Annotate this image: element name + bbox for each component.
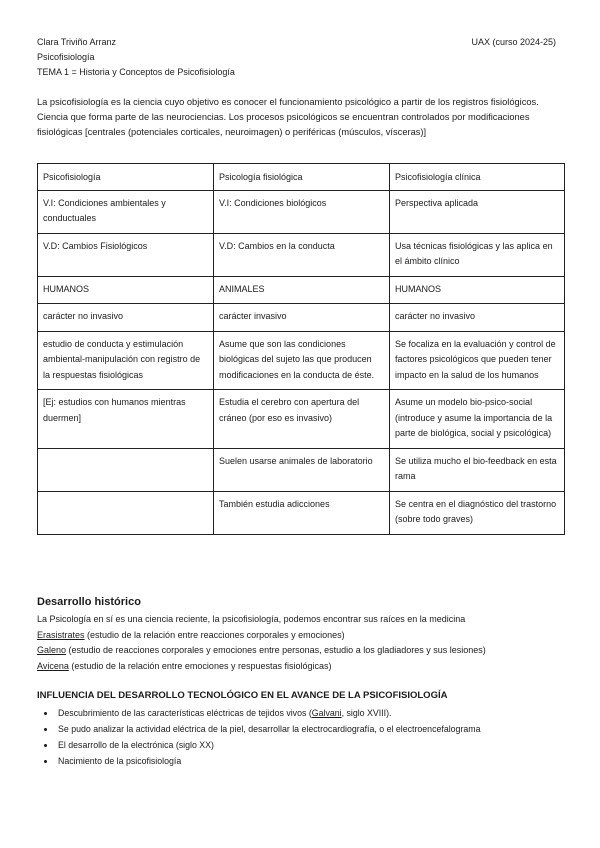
table-cell: Se focaliza en la evaluación y control de factores psicológicos que pueden tener impacto en la salud de los humanos (390, 331, 565, 390)
table-row (38, 390, 565, 449)
table-cell: Perspectiva aplicada (390, 190, 565, 233)
table-cell: Usa técnicas fisiológicas y las aplica en el ámbito clínico (390, 233, 565, 276)
table-cell: V.I: Condiciones ambientales y conductuales (38, 190, 214, 233)
table-cell: V.D: Cambios Fisiológicos (38, 233, 214, 276)
table-row (38, 331, 565, 390)
history-section-title: Desarrollo histórico (37, 596, 141, 608)
figure-name: Erasistrates (37, 629, 85, 640)
table-row (38, 233, 565, 276)
figure-description: (estudio de la relación entre reacciones corporales y emociones) (84, 629, 345, 640)
table-row (38, 448, 565, 491)
history-intro: La Psicología en sí es una ciencia reciente, la psicofisiología, podemos encontrar sus raíces en la medicina (37, 614, 466, 624)
list-item: • Nacimiento de la psicofisiología (56, 753, 596, 769)
table-cell: Suelen usarse animales de laboratorio (214, 448, 390, 491)
figure-description: (estudio de reacciones corporales y emociones entre personas, estudio a los gladiadores y sus lesiones) (66, 645, 486, 655)
table-cell (38, 448, 214, 491)
table-cell: HUMANOS (390, 276, 565, 304)
history-figure-avicena (37, 659, 577, 675)
list-item: • Descubrimiento de las características eléctricas de tejidos vivos (Galvani, siglo XVIII). (56, 705, 596, 721)
subject-name: Psicofisiología (37, 52, 95, 62)
history-figure-erasistrates (37, 628, 577, 644)
table-cell: Asume que son las condiciones biológicas del sujeto las que producen modificaciones en la conducta de éste. (214, 331, 390, 390)
figure-name: Avicena (37, 660, 69, 671)
table-cell: [Ej: estudios con humanos mientras duermen] (38, 390, 214, 449)
table-cell (38, 491, 214, 534)
table-cell: carácter no invasivo (390, 304, 565, 332)
table-cell: carácter invasivo (214, 304, 390, 332)
institution-label: UAX (curso 2024-25) (471, 37, 556, 47)
table-cell: V.I: Condiciones biológicos (214, 190, 390, 233)
table-row (38, 276, 565, 304)
topic-title: TEMA 1 = Historia y Conceptos de Psicofisiología (37, 67, 235, 77)
table-header-cell: Psicología fisiológica (214, 164, 390, 191)
influence-list (37, 705, 596, 769)
table-cell: V.D: Cambios en la conducta (214, 233, 390, 276)
galvani-name: Galvani (311, 708, 342, 718)
table-cell: carácter no invasivo (38, 304, 214, 332)
author-name: Clara Triviño Arranz (37, 37, 117, 47)
list-item: • El desarrollo de la electrónica (siglo XX) (56, 737, 596, 753)
history-figure-galeno (37, 643, 577, 659)
list-item: • Se pudo analizar la actividad eléctrica de la piel, desarrollar la electrocardiografía, o el electroencefalograma (56, 721, 596, 737)
table-cell: estudio de conducta y estimulación ambiental-manipulación con registro de la respuestas fisiológicas (38, 331, 214, 390)
table-row (38, 190, 565, 233)
table-cell: Asume un modelo bio-psico-social (introduce y asume la importancia de la parte de biológica, social y psicológica) (390, 390, 565, 449)
table-cell: Se utiliza mucho el bio-feedback en esta rama (390, 448, 565, 491)
table-cell: También estudia adicciones (214, 491, 390, 534)
table-row (38, 491, 565, 534)
table-header-row (38, 164, 565, 191)
figure-description: (estudio de la relación entre emociones y respuestas fisiológicas) (68, 660, 332, 671)
influence-section-title: INFLUENCIA DEL DESARROLLO TECNOLÓGICO EN EL AVANCE DE LA PSICOFISIOLOGÍA (37, 690, 448, 701)
intro-paragraph: La psicofisiología es la ciencia cuyo objetivo es conocer el funcionamiento psicológico a partir de los registros fisiológicos. Ciencia que forma parte de las neurociencias. Los procesos psicológicos se encuentran controlados por modificaciones fisiológicas [centrales (potenciales corticales, neuroimagen) o periféricas (músculos, vísceras)] (37, 97, 539, 137)
comparison-table (37, 163, 565, 535)
table-cell: Estudia el cerebro con apertura del cráneo (por eso es invasivo) (214, 390, 390, 449)
table-header-cell: Psicofisiología (38, 164, 214, 191)
history-section (37, 612, 577, 674)
figure-name: Galeno (37, 645, 67, 655)
table-cell: ANIMALES (214, 276, 390, 304)
document-header (37, 35, 235, 80)
table-header-cell: Psicofisiología clínica (390, 164, 565, 191)
table-cell: Se centra en el diagnóstico del trastorno (sobre todo graves) (390, 491, 565, 534)
table-cell: HUMANOS (38, 276, 214, 304)
table-row (38, 304, 565, 332)
